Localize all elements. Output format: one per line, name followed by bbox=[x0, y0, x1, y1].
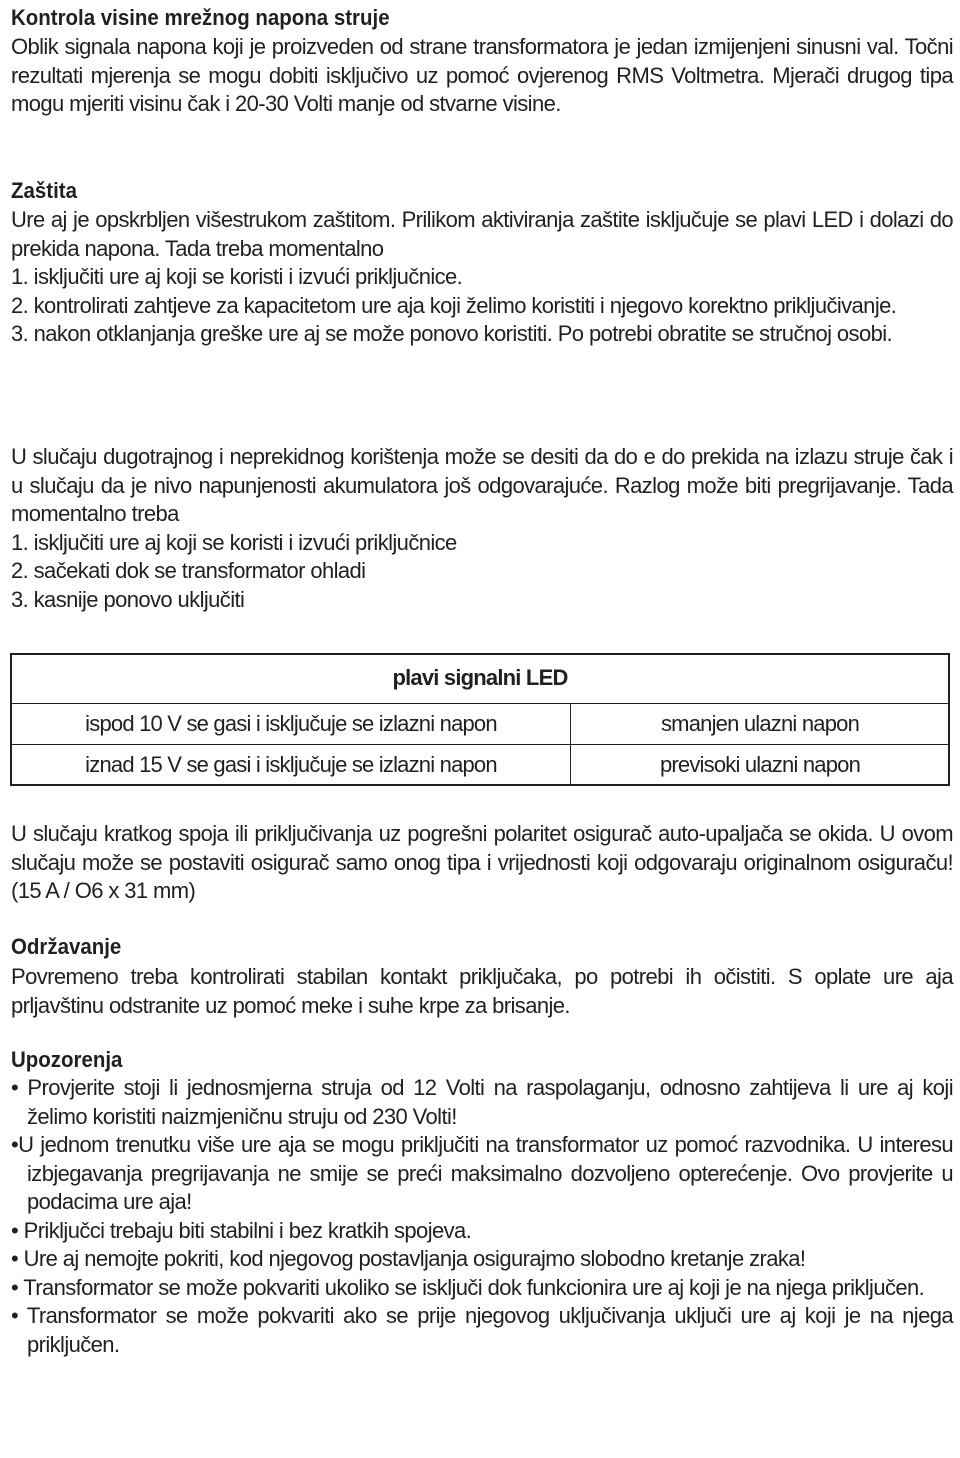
overheat-step: 3. kasnije ponovo uključiti bbox=[11, 586, 245, 612]
protection-section bbox=[11, 206, 953, 349]
table-row bbox=[12, 703, 948, 744]
led-table-title: plavi signalni LED bbox=[392, 665, 568, 690]
warning-item bbox=[11, 1274, 953, 1303]
warning-text: Ure aj nemojte pokriti, kod njegovog postavljanja osigurajmo slobodno kretanje zraka! bbox=[23, 1246, 806, 1271]
bullet-icon: • bbox=[11, 1075, 19, 1100]
protection-paragraph: Ure aj je opskrbljen višestrukom zaštitom. Prilikom aktiviranja zaštite isključuje se plavi LED i dolazi do prekida napona. Tada treba momentalno bbox=[11, 207, 953, 261]
maintenance-heading: Održavanje bbox=[11, 934, 122, 959]
protection-step: 2. kontrolirati zahtjeve za kapacitetom ure aja koji želimo koristiti i njegovo korektno priključivanje. bbox=[11, 292, 897, 318]
warning-text: Priključci trebaju biti stabilni i bez kratkih spojeva. bbox=[23, 1217, 472, 1243]
maintenance-paragraph: Povremeno treba kontrolirati stabilan kontakt priključaka, po potrebi ih očistiti. S oplate ure aja prljavštinu odstranite uz pomoć meke i suhe krpe za brisanje. bbox=[11, 964, 953, 1018]
bullet-icon: • bbox=[11, 1246, 19, 1271]
overheat-step: 2. sačekati dok se transformator ohladi bbox=[11, 558, 366, 583]
bullet-icon: • bbox=[11, 1132, 19, 1157]
warning-item bbox=[11, 1302, 953, 1359]
warning-item bbox=[11, 1131, 953, 1217]
short-circuit-paragraph: U slučaju kratkog spoja ili priključivanja uz pogrešni polaritet osigurač auto-upaljača se okida. U ovom slučaju može se postaviti osigurač samo onog tipa i vrijednosti koji odgovaraju originalnom osiguraču! (15 A / O6 x 31 mm) bbox=[11, 821, 953, 903]
protection-step: 1. isključiti ure aj koji se koristi i izvući priključnice. bbox=[11, 264, 463, 289]
warning-item bbox=[11, 1074, 953, 1131]
protection-step: 3. nakon otklanjanja greške ure aj se može ponovo koristiti. Po potrebi obratite se stručnoj osobi. bbox=[11, 321, 893, 346]
warning-item bbox=[11, 1217, 953, 1246]
overheat-section bbox=[11, 443, 953, 614]
voltage-paragraph: Oblik signala napona koji je proizveden od strane transformatora je jedan izmijenjeni sinusni val. Točni rezultati mjerenja se mogu dobiti isključivo uz pomoć ovjerenog RMS Voltmetra. Mjerači drugog tipa mogu mjeriti visinu čak i 20-30 Volti manje od stvarne visine. bbox=[11, 34, 953, 116]
warnings-list bbox=[11, 1074, 953, 1359]
overheat-paragraph: U slučaju dugotrajnog i neprekidnog korištenja može se desiti da do e do prekida na izlazu struje čak i u slučaju da je nivo napunjenosti akumulatora još odgovarajuće. Razlog može biti pregrijavanje. Tada momentalno treba bbox=[11, 444, 953, 526]
overheat-step: 1. isključiti ure aj koji se koristi i izvući priključnice bbox=[11, 529, 457, 555]
led-condition-cell: ispod 10 V se gasi i isključuje se izlazni napon bbox=[85, 711, 497, 736]
warning-text: Transformator se može pokvariti ukoliko se isključi dok funkcionira ure aj koji je na njega priključen. bbox=[23, 1274, 925, 1300]
led-signal-table bbox=[10, 653, 950, 786]
bullet-icon: • bbox=[11, 1217, 19, 1243]
warning-item bbox=[11, 1245, 953, 1274]
protection-heading: Zaštita bbox=[11, 178, 77, 203]
warning-text: Transformator se može pokvariti ako se prije njegovog uključivanja uključi ure aj koji je na njega priključen. bbox=[26, 1303, 953, 1357]
led-meaning-cell: previsoki ulazni napon bbox=[570, 745, 949, 784]
table-row bbox=[12, 744, 948, 784]
warning-text: Provjerite stoji li jednosmjerna struja od 12 Volti na raspolaganju, odnosno zahtijeva li ure aj koji želimo koristiti naizmjeničnu struju od 230 Volti! bbox=[27, 1075, 953, 1129]
voltage-heading: Kontrola visine mrežnog napona struje bbox=[11, 5, 390, 30]
led-meaning-cell: smanjen ulazni napon bbox=[570, 704, 949, 744]
bullet-icon: • bbox=[11, 1274, 19, 1300]
bullet-icon: • bbox=[11, 1303, 19, 1328]
warning-text: U jednom trenutku više ure aja se mogu priključiti na transformator uz pomoć razvodnika. U interesu izbjegavanja pregrijavanja ne smije se preći maksimalno dozvoljeno opterećenje. Ovo provjerite u podacima ure aja! bbox=[18, 1132, 953, 1214]
warnings-heading: Upozorenja bbox=[11, 1047, 123, 1072]
led-condition-cell: iznad 15 V se gasi i isključuje se izlazni napon bbox=[85, 751, 497, 777]
